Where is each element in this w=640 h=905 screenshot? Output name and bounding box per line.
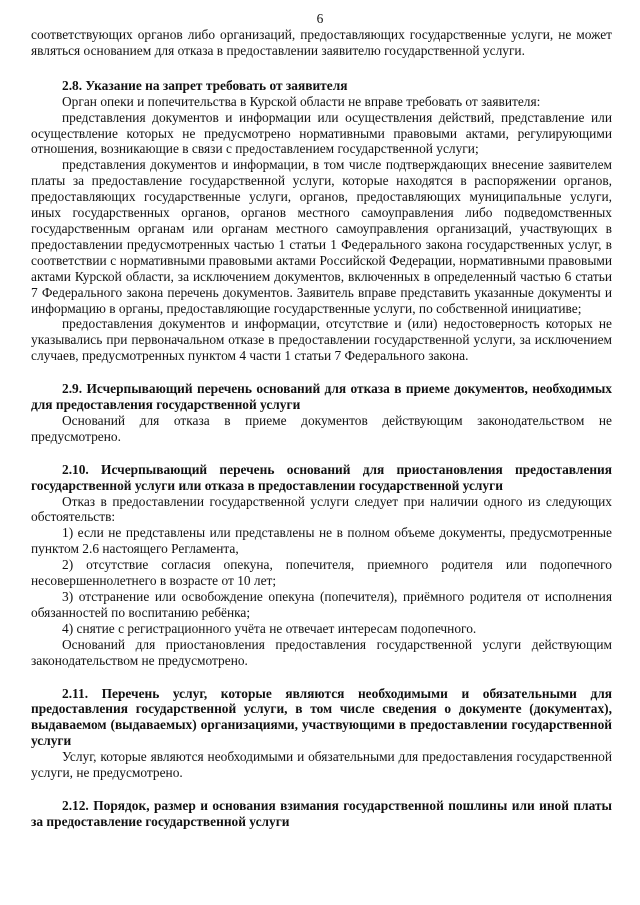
page-number: 6 xyxy=(316,11,324,26)
section-title: 2.8. Указание на запрет требовать от заявителя xyxy=(62,77,348,93)
paragraph: Оснований для приостановления предоставления государственной услуги действующим законодательством не предусмотрено. xyxy=(31,636,612,668)
list-item: 2) отсутствие согласия опекуна, попечителя, приемного родителя или подопечного несовершеннолетнего в возрасте от 10 лет; xyxy=(31,557,612,589)
paragraph: представления документов и информации, в том числе подтверждающих внесение заявителем платы за предоставление государственной услуги, которые находятся в распоряжении органов, предоставляющих государственные услуги, органов, предоставляющих муниципальные услуги, иных государственных органов, органов местного самоуправления либо подведомственных государственным органам или органам местного самоуправления организаций, участвующих в предоставлении предусмотренных частью 1 статьи 1 Федерального закона государственных услуг, в соответствии с нормативными правовыми актами Российской Федерации, нормативными правовыми актами Курской области, за исключением документов, включенных в определенный частью 6 статьи 7 Федерального закона перечень документов. Заявитель вправе представить указанные документы и информацию в органы, предоставляющие государственные услуги, по собственной инициативе; xyxy=(31,157,612,316)
section-2-8 xyxy=(31,78,612,364)
section-title: 2.10. Исчерпывающий перечень оснований для приостановления предоставления государственной услуги или отказа в предоставлении государственной услуги xyxy=(31,461,612,493)
section-2-10 xyxy=(31,462,612,669)
list-item: 4) снятие с регистрационного учёта не отвечает интересам подопечного. xyxy=(62,620,477,636)
list-item: 3) отстранение или освобождение опекуна (попечителя), приёмного родителя от исполнения обязанностей по воспитанию ребёнка; xyxy=(31,589,612,620)
list-item: 1) если не представлены или представлены не в полном объеме документы, предусмотренные пунктом 2.6 настоящего Регламента, xyxy=(31,525,612,557)
section-title: 2.9. Исчерпывающий перечень оснований для отказа в приеме документов, необходимых для предоставления государственной услуги xyxy=(31,381,612,413)
section-title: 2.11. Перечень услуг, которые являются необходимыми и обязательными для предоставления государственной услуги, в том числе сведения о документе (документах), выдаваемом (выдаваемых) организациями, участвующими в предоставлении государственной услуги xyxy=(31,685,612,749)
paragraph: предоставления документов и информации, отсутствие и (или) недостоверность которых не указывались при первоначальном отказе в предоставлении государственной услуги, за исключением случаев, предусмотренных пунктом 4 части 1 статьи 7 Федерального закона. xyxy=(31,316,612,364)
section-title: 2.12. Порядок, размер и основания взимания государственной пошлины или иной платы за предоставление государственной услуги xyxy=(31,797,612,829)
paragraph: Оснований для отказа в приеме документов действующим законодательством не предусмотрено. xyxy=(31,412,612,444)
section-2-9 xyxy=(31,381,612,445)
section-2-12 xyxy=(31,798,612,830)
paragraph: Орган опеки и попечительства в Курской области не вправе требовать от заявителя: xyxy=(62,93,541,109)
paragraph: Услуг, которые являются необходимыми и обязательными для предоставления государственной услуги, не предусмотрено. xyxy=(31,749,612,781)
page-content xyxy=(31,27,612,830)
intro-paragraph: соответствующих органов либо организаций, предоставляющих государственные услуги, не может являться основанием для отказа в предоставлении заявителю государственной услуги. xyxy=(31,27,612,58)
paragraph: Отказ в предоставлении государственной услуги следует при наличии одного из следующих обстоятельств: xyxy=(31,493,612,525)
paragraph: представления документов и информации или осуществления действий, представление или осуществление которых не предусмотрено нормативными правовыми актами, регулирующими отношения, возникающие в связи с предоставлением государственной услуги; xyxy=(31,109,612,157)
section-2-11 xyxy=(31,686,612,781)
